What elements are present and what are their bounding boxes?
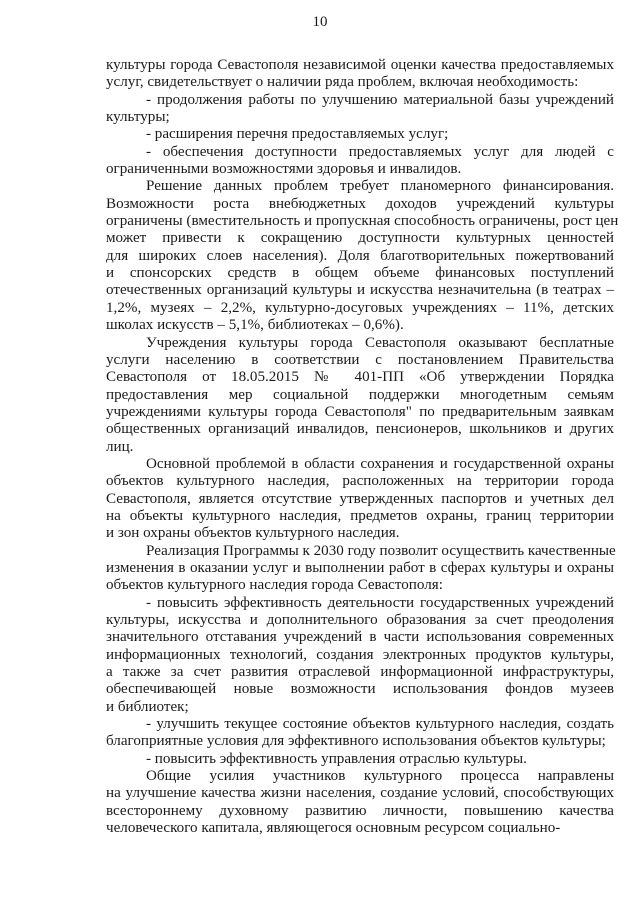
text-line: - улучшить текущее состояние объектов культурного наследия, создать xyxy=(146,716,614,733)
text-line: отечественных организаций культуры и искусства незначительна (в театрах – xyxy=(106,282,614,299)
page-number: 10 xyxy=(312,14,328,30)
text-line: Севастополя, является отсутствие утвержденных паспортов и учетных дел xyxy=(106,490,614,507)
text-line: объектов культурного наследия, расположенных на территории города xyxy=(106,473,614,490)
text-line: для широких слоев населения). Доля благотворительных пожертвований xyxy=(106,247,614,264)
text-line: - расширения перечня предоставляемых услуг; xyxy=(146,126,449,143)
text-line: школах искусств – 5,1%, библиотеках – 0,6%). xyxy=(106,317,404,334)
text-line: Учреждения культуры города Севастополя оказывают бесплатные xyxy=(146,334,614,351)
text-line: благоприятные условия для эффективного использования объектов культуры; xyxy=(106,733,606,750)
text-line: предоставления мер социальной поддержки многодетным семьям xyxy=(106,386,614,403)
text-line: Решение данных проблем требует планомерного финансирования. xyxy=(146,178,614,195)
text-line: - продолжения работы по улучшению материальной базы учреждений xyxy=(146,91,614,108)
text-line: общественных организаций инвалидов, пенсионеров, школьников и других xyxy=(106,421,614,438)
text-line: - повысить эффективность управления отраслью культуры. xyxy=(146,750,527,767)
paragraph xyxy=(106,716,614,751)
text-line: учреждениями культуры города Севастополя" по предварительным заявкам xyxy=(106,403,614,420)
paragraph xyxy=(106,751,614,768)
text-line: всестороннему духовному развитию личности, повышению качества xyxy=(106,802,614,819)
text-line: а также за счет развития отраслевой информационной инфраструктуры, xyxy=(106,664,614,681)
text-line: услуг, свидетельствует о наличии ряда проблем, включая необходимость: xyxy=(106,74,579,91)
text-line: информационных технологий, создания электронных продуктов культуры, xyxy=(106,646,614,663)
text-line: Севастополя от 18.05.2015 № 401-ПП «Об утверждении Порядка xyxy=(106,369,614,386)
paragraph xyxy=(106,456,614,543)
text-line: Общие усилия участников культурного процесса направлены xyxy=(146,768,614,785)
text-line: ограниченными возможностями здоровья и инвалидов. xyxy=(106,161,462,178)
text-line: значительного отставания учреждений в части использования современных xyxy=(106,629,614,646)
text-line: человеческого капитала, являющегося основным ресурсом социально- xyxy=(106,820,561,837)
text-line: изменения в оказании услуг и выполнении работ в сферах культуры и охраны xyxy=(106,559,614,576)
paragraph xyxy=(106,126,614,143)
text-line: - обеспечения доступности предоставляемых услуг для людей с xyxy=(146,143,614,160)
paragraph xyxy=(106,57,614,92)
text-line: услуги населению в соответствии с постановлением Правительства xyxy=(106,351,614,368)
text-line: культуры, искусства и дополнительного образования за счет преодоления xyxy=(106,612,614,628)
text-line: - повысить эффективность деятельности государственных учреждений xyxy=(146,594,614,611)
document-body xyxy=(106,57,619,837)
text-line: обеспечивающей новые возможности использования фондов музеев xyxy=(106,681,614,698)
text-line: может привести к сокращению доступности культурных ценностей xyxy=(106,230,614,247)
text-line: культуры; xyxy=(106,109,170,126)
paragraph xyxy=(106,92,614,127)
text-line: 1,2%, музеях – 2,2%, культурно-досуговых учреждениях – 11%, детских xyxy=(106,299,614,316)
text-line: и библиотек; xyxy=(106,698,189,715)
text-line: Возможности роста внебюджетных доходов учреждений культуры xyxy=(106,195,614,212)
text-line: лиц. xyxy=(106,438,134,455)
paragraph xyxy=(106,335,614,456)
text-line: и зон охраны объектов культурного наследия. xyxy=(106,525,400,542)
text-line: ограничены (вместительность и пропускная способность ограничены, рост цен xyxy=(106,213,619,230)
paragraph xyxy=(106,178,619,334)
text-line: и спонсорских средств в общем объеме финансовых поступлений xyxy=(106,265,614,282)
text-line: культуры города Севастополя независимой оценки качества предоставляемых xyxy=(106,57,614,73)
text-line: на улучшение качества жизни населения, создание условий, способствующих xyxy=(106,785,614,802)
text-line: Реализация Программы к 2030 году позволит осуществить качественные xyxy=(146,542,616,559)
paragraph xyxy=(106,768,614,837)
text-line: на объекты культурного наследия, предметов охраны, границ территории xyxy=(106,507,614,524)
paragraph xyxy=(106,595,614,716)
paragraph xyxy=(106,144,614,179)
paragraph xyxy=(106,543,614,595)
text-line: объектов культурного наследия города Севастополя: xyxy=(106,577,443,594)
text-line: Основной проблемой в области сохранения и государственной охраны xyxy=(146,455,614,472)
